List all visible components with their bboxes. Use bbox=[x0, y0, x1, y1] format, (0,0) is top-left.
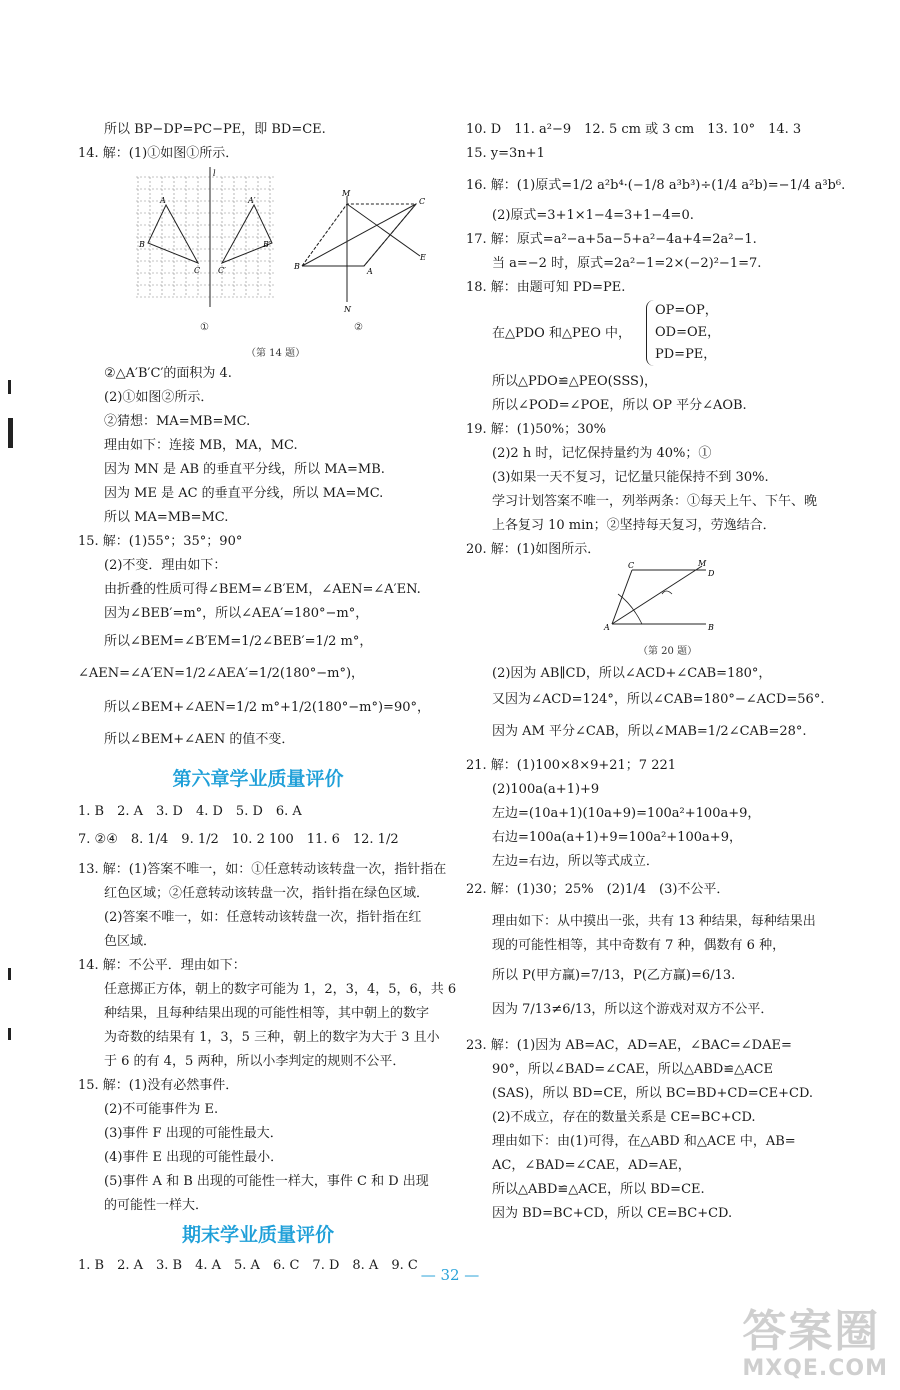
text-line: (2)不成立，存在的数量关系是 CE=BC+CD. bbox=[492, 1110, 756, 1125]
svg-text:E: E bbox=[420, 253, 426, 262]
figure-caption: （第 14 题） bbox=[246, 348, 306, 359]
svg-text:A: A bbox=[604, 623, 610, 632]
text-line: 18. 解：由题可知 PD=PE. bbox=[466, 280, 626, 295]
text-line: 15. y=3n+1 bbox=[466, 146, 545, 161]
svg-text:B: B bbox=[708, 623, 714, 632]
text-line: 因为∠BEB′=m°，所以∠AEA′=180°−m°， bbox=[104, 606, 369, 621]
figure-14-1-grid bbox=[136, 167, 276, 307]
text-line: 15. 解：(1)没有必然事件． bbox=[78, 1078, 239, 1093]
text-line: 10. D 11. a²−9 12. 5 cm 或 3 cm 13. 10° 14. 3 bbox=[466, 122, 802, 137]
text-line: 1. B 2. A 3. B 4. A 5. A 6. C 7. D 8. A 9. C bbox=[78, 1258, 418, 1273]
text-line: 任意掷正方体，朝上的数字可能为 1，2，3，4，5，6，共 6 bbox=[104, 982, 457, 997]
text-line: 上各复习 10 min；②坚持每天复习，劳逸结合． bbox=[492, 518, 776, 533]
text-line: 19. 解：(1)50%；30% bbox=[466, 422, 607, 437]
text-line: 为奇数的结果有 1，3，5 三种，朝上的数字为大于 3 且小 bbox=[104, 1030, 440, 1045]
svg-text:M: M bbox=[698, 560, 707, 568]
text-line: 理由如下：连接 MB，MA，MC. bbox=[104, 438, 298, 453]
text-line: 14. 解：不公平．理由如下： bbox=[78, 958, 246, 973]
watermark bbox=[742, 1308, 888, 1381]
text-line: (2)不变．理由如下： bbox=[104, 558, 227, 573]
text-line: 所以 MA=MB=MC. bbox=[104, 510, 229, 525]
text-line: 右边=100a(a+1)+9=100a²+100a+9， bbox=[492, 830, 742, 845]
svg-text:A′: A′ bbox=[248, 196, 256, 205]
text-line: (3)事件 F 出现的可能性最大． bbox=[104, 1126, 283, 1141]
figure-label-2: ② bbox=[354, 322, 363, 333]
text-line: 15. 解：(1)55°；35°；90° bbox=[78, 534, 243, 549]
text-line: (3)如果一天不复习，记忆量只能保持不到 30%. bbox=[492, 470, 769, 485]
text-line: (2)原式=3+1×1−4=3+1−4=0. bbox=[492, 208, 694, 223]
text-line: 理由如下：由(1)可得，在△ABD 和△ACE 中，AB= bbox=[492, 1134, 796, 1149]
text-line: 13. 解：(1)答案不唯一，如：①任意转动该转盘一次，指针指在 bbox=[78, 862, 447, 877]
section-title-final: 期末学业质量评价 bbox=[181, 1224, 334, 1246]
text-line: 理由如下：从中摸出一张，共有 13 种结果，每种结果出 bbox=[492, 914, 816, 929]
text-line: (2)①如图②所示． bbox=[104, 390, 214, 405]
text-line: 现的可能性相等，其中奇数有 7 种，偶数有 6 种， bbox=[492, 938, 786, 953]
text-line: 20. 解：(1)如图所示． bbox=[466, 542, 601, 557]
text-line: (5)事件 A 和 B 出现的可能性一样大，事件 C 和 D 出现 bbox=[104, 1174, 429, 1189]
text-line: ②猜想：MA=MB=MC. bbox=[104, 414, 251, 429]
svg-text:B: B bbox=[294, 262, 300, 271]
figure-caption: （第 20 题） bbox=[638, 646, 698, 657]
svg-text:l: l bbox=[213, 169, 216, 178]
text-line: 所以△ABD≌△ACE，所以 BD=CE. bbox=[492, 1182, 705, 1197]
text-line: 学习计划答案不唯一，列举两条：①每天上午、下午、晚 bbox=[492, 494, 818, 509]
scan-mark bbox=[8, 380, 11, 394]
text-line: 因为 7/13≠6/13，所以这个游戏对双方不公平． bbox=[492, 1002, 774, 1017]
figure-14-2 bbox=[292, 184, 432, 314]
svg-text:C′: C′ bbox=[218, 266, 226, 275]
text-line: (2)因为 AB∥CD，所以∠ACD+∠CAB=180°， bbox=[492, 666, 772, 681]
svg-text:C: C bbox=[419, 197, 426, 206]
text-line: 7. ②④ 8. 1/4 9. 1/2 10. 2 100 11. 6 12. 1/2 bbox=[78, 832, 399, 847]
text-line: (SAS)，所以 BD=CE，所以 BC=BD+CD=CE+CD. bbox=[492, 1086, 814, 1101]
equation-system bbox=[646, 300, 720, 366]
text-line: 因为 AM 平分∠CAB，所以∠MAB=1/2∠CAB=28°. bbox=[492, 724, 807, 739]
page-number: — 32 — bbox=[420, 1266, 480, 1284]
text-line: (2)不可能事件为 E. bbox=[104, 1102, 219, 1117]
text-line: 左边=右边，所以等式成立． bbox=[492, 854, 659, 869]
text-line: 21. 解：(1)100×8×9+21；7 221 bbox=[466, 758, 677, 773]
text-line: ∠AEN=∠A′EN=1/2∠AEA′=1/2(180°−m°)， bbox=[78, 666, 365, 681]
text-line: 因为 MN 是 AB 的垂直平分线，所以 MA=MB. bbox=[104, 462, 385, 477]
section-title-chapter6: 第六章学业质量评价 bbox=[172, 768, 344, 790]
text-line: 又因为∠ACD=124°，所以∠CAB=180°−∠ACD=56°. bbox=[492, 692, 825, 707]
text-line: 当 a=−2 时，原式=2a²−1=2×(−2)²−1=7. bbox=[492, 256, 762, 271]
watermark-site: MXQE.COM bbox=[742, 1356, 888, 1381]
text-line: 左边=(10a+1)(10a+9)=100a²+100a+9， bbox=[492, 806, 761, 821]
text-line: 红色区域；②任意转动该转盘一次，指针指在绿色区域． bbox=[104, 886, 430, 901]
text-line: (2)100a(a+1)+9 bbox=[492, 782, 600, 797]
svg-text:N: N bbox=[344, 305, 351, 314]
text-line: 所以∠BEM+∠AEN=1/2 m°+1/2(180°−m°)=90°， bbox=[104, 700, 430, 715]
text-line: (2)2 h 时，记忆保持量约为 40%；① bbox=[492, 446, 712, 461]
text-line: 所以 P(甲方赢)=7/13，P(乙方赢)=6/13. bbox=[492, 968, 736, 983]
svg-text:D: D bbox=[708, 569, 715, 578]
system-row: PD=PE， bbox=[655, 347, 717, 362]
text-line: 在△PDO 和△PEO 中， bbox=[492, 326, 631, 341]
text-line: ②△A′B′C′的面积为 4. bbox=[104, 366, 232, 381]
text-line: 17. 解：原式=a²−a+5a−5+a²−4a+4=2a²−1. bbox=[466, 232, 757, 247]
text-line: 所以∠POD=∠POE，所以 OP 平分∠AOB. bbox=[492, 398, 747, 413]
system-row: OD=OE， bbox=[655, 325, 721, 340]
text-line: 于 6 的有 4，5 两种，所以小李判定的规则不公平． bbox=[104, 1054, 406, 1069]
svg-text:C: C bbox=[628, 561, 635, 570]
text-line: 14. 解：(1)①如图①所示． bbox=[78, 146, 239, 161]
text-line: 22. 解：(1)30；25% (2)1/4 (3)不公平． bbox=[466, 882, 730, 897]
text-line: 由折叠的性质可得∠BEM=∠B′EM，∠AEN=∠A′EN. bbox=[104, 582, 421, 597]
text-line: 的可能性一样大． bbox=[104, 1198, 209, 1213]
text-line: 所以 BP−DP=PC−PE，即 BD=CE. bbox=[104, 122, 326, 137]
text-line: 1. B 2. A 3. D 4. D 5. D 6. A bbox=[78, 804, 302, 819]
scan-mark bbox=[8, 1028, 11, 1040]
watermark-main: 答案圈 bbox=[742, 1306, 881, 1357]
text-line: 因为 ME 是 AC 的垂直平分线，所以 MA=MC. bbox=[104, 486, 384, 501]
text-line: 23. 解：(1)因为 AB=AC，AD=AE，∠BAC=∠DAE= bbox=[466, 1038, 792, 1053]
svg-text:A: A bbox=[367, 267, 373, 276]
figure-20 bbox=[602, 560, 722, 636]
text-line: 所以∠BEM=∠B′EM=1/2∠BEB′=1/2 m°， bbox=[104, 634, 373, 649]
text-line: 色区域． bbox=[104, 934, 157, 949]
text-line: 种结果，且每种结果出现的可能性相等，其中朝上的数字 bbox=[104, 1006, 430, 1021]
figure-label-1: ① bbox=[200, 322, 209, 333]
text-line: (2)答案不唯一，如：任意转动该转盘一次，指针指在红 bbox=[104, 910, 422, 925]
svg-text:B: B bbox=[139, 240, 145, 249]
svg-text:M: M bbox=[342, 189, 351, 198]
svg-text:C: C bbox=[194, 266, 201, 275]
scan-mark bbox=[8, 968, 11, 980]
svg-text:B′: B′ bbox=[263, 240, 271, 249]
text-line: AC，∠BAD=∠CAE，AD=AE， bbox=[492, 1158, 691, 1173]
scan-mark bbox=[8, 418, 13, 448]
svg-text:A: A bbox=[160, 196, 166, 205]
text-line: 16. 解：(1)原式=1/2 a²b⁴·(−1/8 a³b³)÷(1/4 a²b)=−1/4 a³b⁶. bbox=[466, 178, 846, 193]
text-line: 因为 BD=BC+CD，所以 CE=BC+CD. bbox=[492, 1206, 733, 1221]
text-line: 90°，所以∠BAD=∠CAE，所以△ABD≌△ACE bbox=[492, 1062, 773, 1077]
text-line: 所以∠BEM+∠AEN 的值不变． bbox=[104, 732, 295, 747]
text-line: (4)事件 E 出现的可能性最小． bbox=[104, 1150, 284, 1165]
text-line: 所以△PDO≌△PEO(SSS)， bbox=[492, 374, 658, 389]
system-row: OP=OP， bbox=[655, 303, 718, 318]
